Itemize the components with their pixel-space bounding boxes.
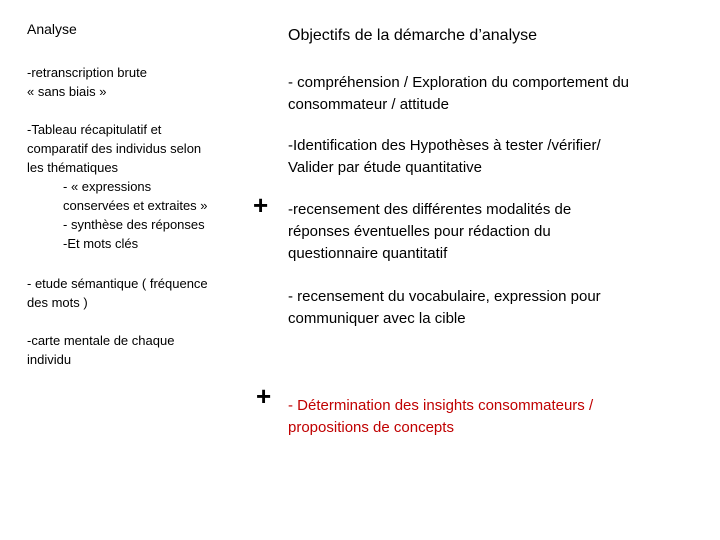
left-block-semantique	[27, 274, 208, 312]
text-line: -Et mots clés	[63, 236, 139, 251]
text-line: - recensement du vocabulaire, expression pour	[288, 288, 601, 305]
text-line: propositions de concepts	[288, 419, 454, 436]
text-line: -Identification des Hypothèses à tester /vérifier/	[288, 137, 601, 154]
left-block-carte-mentale	[27, 331, 174, 369]
right-block-vocabulaire	[288, 286, 601, 330]
left-block-retranscription	[27, 63, 147, 101]
text-line: conservées et extraites »	[63, 198, 208, 213]
right-block-insights	[288, 395, 593, 439]
text-line: consommateur / attitude	[288, 96, 449, 113]
text-line: - Détermination des insights consommateurs /	[288, 397, 594, 414]
text-line: comparatif des individus selon	[27, 141, 202, 156]
text-line: Valider par étude quantitative	[288, 159, 483, 176]
text-line: des mots )	[27, 295, 88, 310]
text-line: individu	[27, 352, 72, 367]
plus-sign: +	[256, 381, 272, 411]
right-block-hypotheses	[288, 135, 601, 179]
left-title: Analyse	[27, 21, 77, 37]
text-line: -retranscription brute	[27, 65, 147, 80]
plus-sign: +	[253, 190, 269, 220]
text-line: - « expressions	[63, 179, 152, 194]
text-line: - compréhension / Exploration du comportement du	[288, 74, 630, 91]
text-line: « sans biais »	[27, 84, 107, 99]
right-block-modalites	[288, 199, 571, 265]
text-line: - etude sémantique ( fréquence	[27, 276, 208, 291]
text-line: -Tableau récapitulatif et	[27, 122, 162, 137]
text-line: - synthèse des réponses	[63, 217, 205, 232]
text-line: -carte mentale de chaque	[27, 333, 175, 348]
text-line: communiquer avec la cible	[288, 310, 466, 327]
right-title: Objectifs de la démarche d’analyse	[288, 27, 538, 44]
text-line: les thématiques	[27, 160, 119, 175]
text-line: -recensement des différentes modalités de	[288, 201, 572, 218]
text-line: réponses éventuelles pour rédaction du	[288, 223, 551, 240]
right-block-comprehension	[288, 72, 629, 116]
text-line: questionnaire quantitatif	[288, 245, 448, 262]
left-block-tableau	[27, 120, 208, 253]
